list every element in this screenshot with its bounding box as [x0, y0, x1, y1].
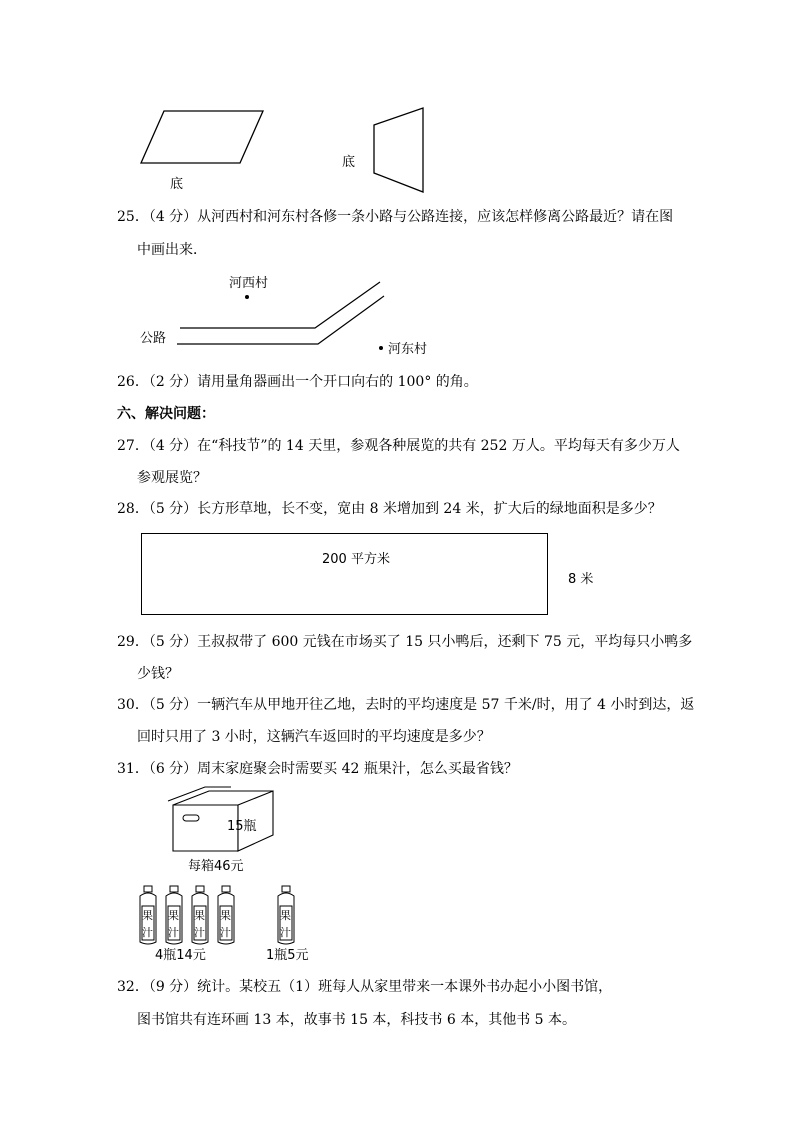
parallelogram-shape	[141, 111, 263, 163]
q30-text-line2: 回时只用了 3 小时，这辆汽车返回时的平均速度是多少？	[137, 729, 491, 745]
juice-box-figure	[165, 785, 285, 855]
box-price: 每箱46元	[188, 859, 244, 874]
svg-text:汁: 汁	[194, 926, 205, 939]
q28-text: 28．（5 分）长方形草地，长不变，宽由 8 米增加到 24 米，扩大后的绿地面积是多少？	[117, 501, 662, 517]
lawn-area-label: 200 平方米	[322, 552, 390, 567]
q32-text-line1: 32．（9 分）统计。某校五（1）班每人从家里带来一本课外书办起小小图书馆，	[117, 979, 613, 995]
parallelogram-figure	[130, 105, 280, 195]
svg-text:汁: 汁	[280, 926, 291, 939]
box-lid-flap	[168, 787, 231, 801]
svg-text:果: 果	[220, 909, 231, 922]
parallelogram-base-label: 底	[170, 177, 184, 192]
q31-text: 31．（6 分）周末家庭聚会时需要买 42 瓶果汁，怎么买最省钱？	[117, 761, 518, 777]
q29-text-line1: 29．（5 分）王叔叔带了 600 元钱在市场买了 15 只小鸭后，还剩下 75 元，平均每只小鸭多	[117, 634, 693, 650]
bottle-single	[278, 886, 294, 944]
lawn-width-label: 8 米	[568, 572, 594, 587]
svg-text:汁: 汁	[142, 926, 153, 939]
q25-text-line2: 中画出来．	[137, 242, 207, 258]
svg-text:果: 果	[168, 909, 179, 922]
bottle-2	[166, 886, 182, 944]
svg-text:果: 果	[280, 909, 291, 922]
trapezoid-figure	[335, 100, 435, 200]
svg-text:果: 果	[194, 909, 205, 922]
svg-text:汁: 汁	[168, 926, 179, 939]
trapezoid-base-label: 底	[342, 155, 356, 170]
village-east-dot	[379, 346, 383, 350]
pack-price: 4瓶14元	[155, 948, 206, 963]
bottle-4	[218, 886, 234, 944]
svg-text:果: 果	[142, 909, 153, 922]
q30-text-line1: 30．（5 分）一辆汽车从甲地开往乙地，去时的平均速度是 57 千米/时，用了 4 小时到达，返	[117, 697, 695, 713]
bottle-1	[140, 886, 156, 944]
road-label: 公路	[140, 331, 167, 346]
q25-text-line1: 25．（4 分）从河西村和河东村各修一条小路与公路连接，应该怎样修离公路最近？请在图	[117, 209, 674, 225]
q27-text-line1: 27．（4 分）在“科技节”的 14 天里，参观各种展览的共有 252 万人。平均每天有多少万人	[117, 438, 680, 454]
q27-text-line2: 参观展览？	[137, 470, 207, 486]
bottle-3	[192, 886, 208, 944]
box-label: 15瓶	[227, 819, 257, 834]
single-price: 1瓶5元	[266, 948, 309, 963]
juice-bottles-figure	[134, 886, 314, 948]
village-west-dot	[245, 295, 249, 299]
svg-text:汁: 汁	[220, 926, 231, 939]
trapezoid-shape	[374, 108, 423, 192]
q29-text-line2: 少钱？	[137, 666, 179, 682]
section-6-title: 六、解决问题：	[117, 406, 215, 422]
village-west-label: 河西村	[229, 276, 269, 291]
q26-text: 26．（2 分）请用量角器画出一个开口向右的 100° 的角。	[117, 374, 478, 390]
lawn-rectangle	[141, 533, 548, 615]
road-lower-line	[177, 296, 384, 344]
village-east-label: 河东村	[388, 342, 428, 357]
q32-text-line2: 图书馆共有连环画 13 本，故事书 15 本，科技书 6 本，其他书 5 本。	[137, 1012, 577, 1028]
road-figure	[135, 270, 455, 360]
